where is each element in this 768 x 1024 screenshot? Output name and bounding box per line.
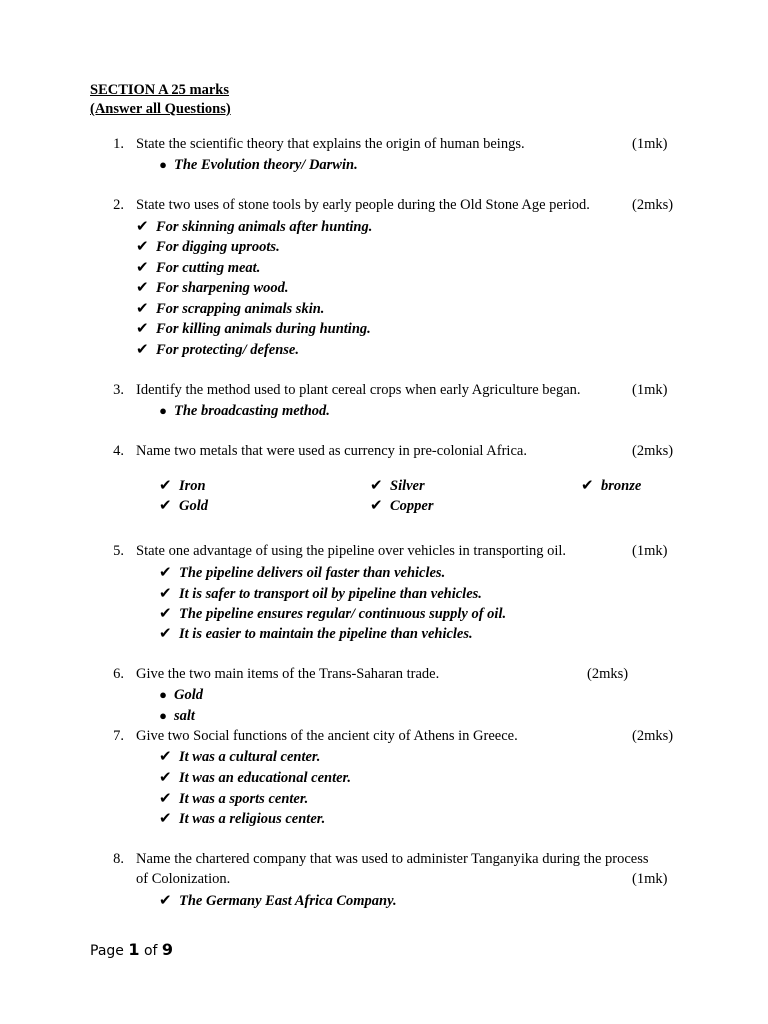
answer-item: ✔ For killing animals during hunting. — [136, 319, 371, 337]
question-marks: (1mk) — [632, 871, 668, 887]
check-icon: ✔ — [136, 258, 149, 276]
answer-item: ✔ For digging uproots. — [136, 237, 280, 255]
question-text: Give the two main items of the Trans-Saharan trade. — [136, 666, 440, 682]
question-number: 3. — [113, 382, 124, 398]
answer-item: ✔ It was a cultural center. — [159, 747, 321, 765]
question-number: 6. — [113, 666, 124, 682]
answer-item: ✔ For scrapping animals skin. — [136, 299, 325, 317]
question-text: Identify the method used to plant cereal crops when early Agriculture began. — [136, 382, 581, 398]
question-marks: (2mks) — [632, 197, 674, 213]
answer-item: ✔ The Germany East Africa Company. — [159, 891, 397, 909]
page-number: 1 — [128, 940, 140, 959]
answer-item: ✔ The pipeline ensures regular/ continuous supply of oil. — [159, 604, 507, 622]
question-number: 7. — [113, 728, 124, 744]
check-icon: ✔ — [136, 299, 149, 317]
answer-item: ● salt — [152, 706, 195, 726]
question-marks: (2mks) — [632, 728, 674, 744]
question-marks: (1mk) — [632, 136, 668, 152]
answer-item: ✔ Silver — [370, 476, 425, 494]
answer-item: ✔ For cutting meat. — [136, 258, 261, 276]
check-icon: ✔ — [159, 604, 172, 622]
question-text: State two uses of stone tools by early people during the Old Stone Age period. — [136, 197, 590, 213]
check-icon: ✔ — [159, 809, 172, 827]
page-footer — [90, 940, 173, 961]
page-total: 9 — [161, 940, 174, 959]
check-icon: ✔ — [136, 340, 149, 358]
question-number: 1. — [113, 136, 124, 152]
question-marks: (1mk) — [632, 543, 668, 559]
section-title: SECTION A 25 marks — [90, 82, 229, 98]
question-marks: (1mk) — [632, 382, 668, 398]
check-icon: ✔ — [159, 747, 172, 765]
check-icon: ✔ — [136, 319, 149, 337]
answer-item: ✔ Copper — [370, 496, 434, 514]
question-marks: (2mks) — [632, 443, 674, 459]
answer-item: ✔ It was a sports center. — [159, 789, 309, 807]
check-icon: ✔ — [370, 476, 383, 494]
question-number: 4. — [113, 443, 124, 459]
answer-item: ● Gold — [152, 685, 203, 705]
page-label: Page — [90, 943, 124, 959]
check-icon: ✔ — [136, 278, 149, 296]
question-marks: (2mks) — [587, 666, 629, 682]
answer-item: ✔ For protecting/ defense. — [136, 340, 299, 358]
check-icon: ✔ — [136, 217, 149, 235]
answer-item: ✔ It is easier to maintain the pipeline than vehicles. — [159, 624, 473, 642]
answer-item: ✔ For skinning animals after hunting. — [136, 217, 373, 235]
check-icon: ✔ — [370, 496, 383, 514]
question-text: Give two Social functions of the ancient city of Athens in Greece. — [136, 728, 518, 744]
check-icon: ✔ — [159, 768, 172, 786]
bullet-icon: ● — [159, 687, 167, 702]
question-text-continued: of Colonization. — [136, 871, 231, 887]
bullet-icon: ● — [159, 157, 167, 172]
answer-item: ✔ It was a religious center. — [159, 809, 326, 827]
answer-item: ✔ Gold — [159, 496, 208, 514]
check-icon: ✔ — [159, 496, 172, 514]
question-text: State one advantage of using the pipeline over vehicles in transporting oil. — [136, 543, 567, 559]
question-number: 2. — [113, 197, 124, 213]
of-label: of — [143, 943, 158, 959]
check-icon: ✔ — [581, 476, 594, 494]
check-icon: ✔ — [159, 891, 172, 909]
bullet-icon: ● — [159, 403, 167, 418]
check-icon: ✔ — [159, 563, 172, 581]
answer-item: ✔ Iron — [159, 476, 206, 494]
question-text: Name two metals that were used as currency in pre-colonial Africa. — [136, 443, 527, 459]
answer-item: ✔ It is safer to transport oil by pipeline than vehicles. — [159, 584, 482, 602]
question-text: State the scientific theory that explains the origin of human beings. — [136, 136, 525, 152]
question-number: 5. — [113, 543, 124, 559]
bullet-icon: ● — [159, 708, 167, 723]
check-icon: ✔ — [159, 624, 172, 642]
check-icon: ✔ — [159, 584, 172, 602]
answer-item: ● The Evolution theory/ Darwin. — [152, 155, 358, 175]
answer-item: ✔ It was an educational center. — [159, 768, 352, 786]
answer-item: ✔ bronze — [581, 476, 642, 494]
check-icon: ✔ — [159, 789, 172, 807]
question-text: Name the chartered company that was used to administer Tanganyika during the process — [136, 851, 649, 867]
answer-item: ✔ For sharpening wood. — [136, 278, 289, 296]
answer-item: ✔ The pipeline delivers oil faster than vehicles. — [159, 563, 446, 581]
question-number: 8. — [113, 851, 124, 867]
check-icon: ✔ — [159, 476, 172, 494]
check-icon: ✔ — [136, 237, 149, 255]
section-instructions: (Answer all Questions) — [90, 101, 231, 117]
answer-item: ● The broadcasting method. — [152, 401, 330, 421]
